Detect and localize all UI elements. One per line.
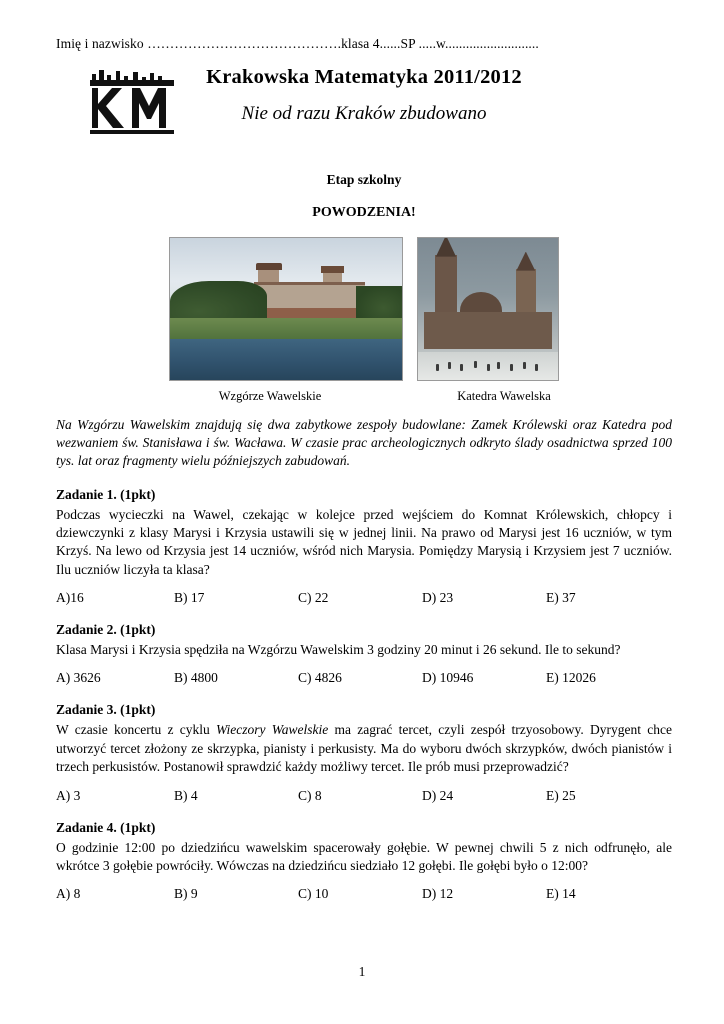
caption-katedra: Katedra Wawelska bbox=[457, 389, 551, 403]
task-2-body: Klasa Marysi i Krzysia spędziła na Wzgórzu Wawelskim 3 godziny 20 minut i 26 sekund. Ile to sekund? bbox=[56, 642, 621, 658]
photo-people bbox=[429, 359, 547, 372]
task-4-answer-d[interactable]: D) 12 bbox=[422, 886, 454, 902]
task-4-body: O godzinie 12:00 po dziedzińcu wawelskim spacerowały gołębie. W pewnej chwili 5 z nich odfrunęło, ale wkrótce 3 gołębie powróciły. Wówczas na dziedzińcu siedziało 12 gołębi. Ile gołębi było o 12:00? bbox=[56, 839, 672, 873]
stage-label: Etap szkolny bbox=[326, 172, 402, 187]
km-logo-icon bbox=[86, 68, 182, 140]
page-number: 1 bbox=[358, 964, 366, 979]
task-1-answer-e[interactable]: E) 37 bbox=[546, 590, 576, 606]
task-3-answer-e[interactable]: E) 25 bbox=[546, 787, 576, 803]
photo-katedra-wawelska bbox=[417, 237, 559, 381]
task-2-answer-e[interactable]: E) 12026 bbox=[546, 670, 596, 686]
task-1-title: Zadanie 1. (1pkt) bbox=[56, 486, 156, 502]
photo-wzgorze-wawelskie bbox=[169, 237, 403, 381]
task-1-answer-b[interactable]: B) 17 bbox=[174, 590, 205, 606]
task-1-answer-d[interactable]: D) 23 bbox=[422, 590, 454, 606]
task-2-answer-d[interactable]: D) 10946 bbox=[422, 670, 474, 686]
task-3-answer-d[interactable]: D) 24 bbox=[422, 787, 454, 803]
task-4-answers bbox=[56, 886, 672, 902]
task-3-answer-a[interactable]: A) 3 bbox=[56, 787, 81, 803]
photo-katedra-wrap bbox=[417, 237, 559, 381]
task-3-answers bbox=[56, 788, 672, 804]
intro-paragraph: Na Wzgórzu Wawelskim znajdują się dwa zabytkowe zespoły budowlane: Zamek Królewski oraz Katedra pod wezwaniem św. Stanisława i św. Wacława. W czasie prac archeologicznych odkryto ślady osadnictwa sprzed 100 tys. lat oraz fragmenty wielu późniejszych zabudowań. bbox=[56, 417, 672, 469]
page-subtitle: Nie od razu Kraków zbudowano bbox=[241, 103, 487, 124]
task-2-answers bbox=[56, 670, 672, 686]
photo-wawel-wrap bbox=[169, 237, 403, 381]
task-3-body-post: ma zagrać tercet, czyli zespół trzyosobowy. Dyrygent chce utworzyć tercet złożony ze skrzypka, pianisty i perkusisty. Ma do wyboru dwóch skrzypków, dwóch pianistów i trzech perkusistów. Postanowił sprawdzić każdy możliwy tercet. Ile prób musi przeprowadzić? bbox=[56, 722, 672, 775]
task-4 bbox=[56, 820, 672, 903]
task-1-body: Podczas wycieczki na Wawel, czekając w kolejce przed wejściem do Komnat Królewskich, chłopcy i dziewczynki z klasy Marysi i Krzysia ustawili się w jednej linii. Na prawo od Marysi jest 16 uczniów, w tym Krzyś. Na lewo od Krzysia jest 14 uczniów, wśród nich Marysia. Pomiędzy Marysią i Krzysiem jest 7 uczniów. Ilu uczniów liczyła ta klasa? bbox=[56, 506, 672, 577]
student-name-line: Imię i nazwisko …………………………………….klasa 4......SP .....w........................... bbox=[56, 36, 539, 51]
photo-captions bbox=[56, 389, 672, 404]
task-2-answer-b[interactable]: B) 4800 bbox=[174, 670, 218, 686]
task-3-answer-c[interactable]: C) 8 bbox=[298, 787, 322, 803]
task-4-answer-b[interactable]: B) 9 bbox=[174, 886, 198, 902]
title-block bbox=[56, 66, 672, 152]
good-luck-label: POWODZENIA! bbox=[312, 205, 416, 220]
task-4-title: Zadanie 4. (1pkt) bbox=[56, 819, 156, 835]
task-3-body-pre: W czasie koncertu z cyklu bbox=[56, 722, 216, 738]
task-4-answer-e[interactable]: E) 14 bbox=[546, 886, 576, 902]
caption-wzgorze: Wzgórze Wawelskie bbox=[218, 389, 322, 403]
task-1 bbox=[56, 487, 672, 606]
task-3-title: Zadanie 3. (1pkt) bbox=[56, 702, 156, 718]
task-1-answer-c[interactable]: C) 22 bbox=[298, 590, 329, 606]
task-2-answer-a[interactable]: A) 3626 bbox=[56, 670, 101, 686]
task-4-answer-a[interactable]: A) 8 bbox=[56, 886, 81, 902]
task-3-body bbox=[56, 721, 672, 776]
task-2-title: Zadanie 2. (1pkt) bbox=[56, 622, 156, 638]
task-1-answer-a[interactable]: A)16 bbox=[56, 590, 84, 606]
task-2 bbox=[56, 622, 672, 686]
photo-cathedral-body bbox=[424, 312, 553, 349]
task-1-answers bbox=[56, 590, 672, 606]
task-3 bbox=[56, 702, 672, 803]
page-title: Krakowska Matematyka 2011/2012 bbox=[206, 66, 522, 88]
photo-grass bbox=[170, 318, 402, 341]
task-3-body-italic: Wieczory Wawelskie bbox=[215, 722, 329, 738]
task-4-answer-c[interactable]: C) 10 bbox=[298, 886, 329, 902]
task-3-answer-b[interactable]: B) 4 bbox=[174, 787, 198, 803]
task-2-answer-c[interactable]: C) 4826 bbox=[298, 670, 342, 686]
photo-river bbox=[170, 339, 402, 380]
photo-row bbox=[56, 237, 672, 381]
